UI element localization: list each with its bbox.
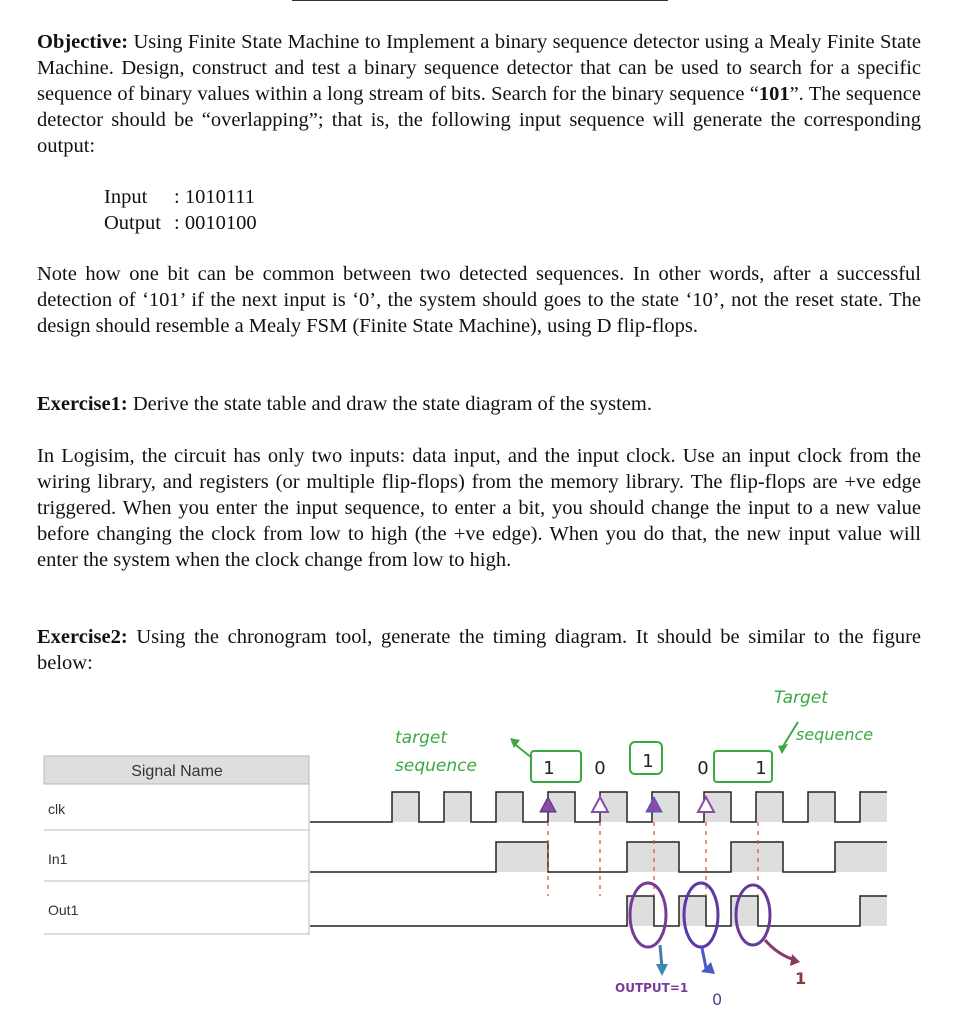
timing-diagram	[0, 676, 960, 1030]
output-value: : 0010100	[174, 212, 257, 234]
exercise1-label: Exercise1:	[37, 393, 128, 415]
sequence-label-right: sequence	[796, 725, 874, 744]
bit-5: 1	[755, 758, 767, 779]
input-value: : 1010111	[174, 186, 256, 208]
objective-text: Using Finite State Machine to Implement a binary sequence detector using a Mealy Finite State Machine. Design, construct and test a binary sequence detector that can be used to search for a specific sequence of binary values within a long stream of bits. Search for the binary sequence “	[37, 31, 921, 105]
bit-4: 0	[697, 758, 709, 779]
signal-label-clk: clk	[48, 801, 66, 817]
note-paragraph: Note how one bit can be common between two detected sequences. In other words, after a successful detection of ‘101’ if the next input is ‘0’, the system should goes to the state ‘10’, not the reset state. The design should resemble a Mealy FSM (Finite State Machine), using D flip-flops.	[37, 263, 921, 337]
objective-text-after: ”. The sequence detector should be “overlapping”; that is, the following input sequence will generate the corresponding output:	[37, 83, 921, 157]
exercise2-paragraph	[37, 624, 921, 676]
output-equals-label: OUTPUT=1	[615, 981, 689, 995]
output-label: Output	[104, 212, 161, 234]
input-line	[104, 184, 255, 210]
exercise1-paragraph	[37, 391, 921, 417]
output-line	[104, 210, 257, 236]
exercise2-label: Exercise2:	[37, 626, 128, 648]
arrow-out-zero	[701, 962, 715, 974]
objective-sequence: 101	[758, 83, 790, 105]
bit-2: 0	[594, 758, 606, 779]
exercise1-text: Derive the state table and draw the state diagram of the system.	[132, 393, 652, 415]
objective-label: Objective:	[37, 31, 129, 53]
exercise2-text: Using the chronogram tool, generate the timing diagram. It should be similar to the figure below:	[37, 626, 921, 674]
output-one-label: 1	[795, 969, 807, 988]
signal-name-header: Signal Name	[131, 763, 223, 780]
signal-label-out1: Out1	[48, 902, 79, 918]
logisim-paragraph: In Logisim, the circuit has only two inputs: data input, and the input clock. Use an input clock from the wiring library, and registers (or multiple flip-flops) from the memory library. The flip-flops are +ve edge triggered. When you enter the input sequence, to enter a bit, you should change the input to a new value before changing the clock from low to high (the +ve edge). When you do that, the new input value will enter the system when the clock change from low to high.	[37, 445, 921, 571]
target-label-left: target	[395, 728, 447, 748]
output-zero-label: 0	[712, 990, 723, 1009]
sequence-label-left: sequence	[395, 756, 477, 776]
objective-paragraph	[37, 29, 921, 159]
bit-3: 1	[642, 751, 654, 772]
in1-waveform	[310, 842, 887, 872]
out1-waveform	[310, 896, 887, 926]
target-label-right: Target	[774, 688, 828, 708]
green-annotations	[395, 688, 873, 782]
arrow-out-one	[790, 954, 800, 966]
input-label: Input	[104, 186, 148, 208]
signal-label-in1: In1	[48, 851, 68, 867]
arrow-output-eq	[656, 964, 668, 976]
bit-1: 1	[543, 758, 555, 779]
top-rule	[292, 0, 668, 1]
